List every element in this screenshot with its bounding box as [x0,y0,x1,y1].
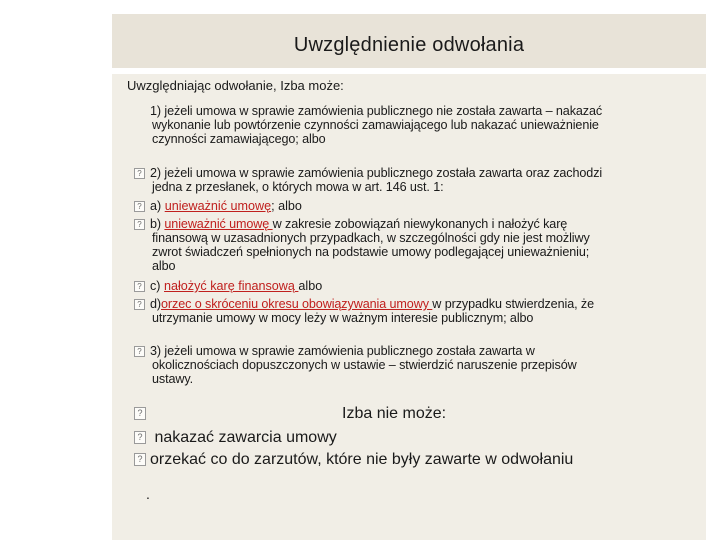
item-b-prefix: b) [150,217,165,231]
intro-text: Uwzględniając odwołanie, Izba może: [127,78,344,93]
item-c-prefix: c) [150,279,164,293]
item-d-prefix: d) [150,297,161,311]
item-c-suffix: albo [298,279,323,293]
point-2-line: 2) jeżeli umowa w sprawie zamówienia publicznego została zawarta oraz zachodzi [150,166,603,180]
cannot-heading: Izba nie może: [342,405,447,422]
item-b [150,217,590,273]
point-2 [150,166,602,194]
bullet-icon: ? [134,168,145,179]
item-b-line: zwrot świadczeń spełnionych na podstawie umowy podlegającej unieważnieniu; [152,245,590,259]
point-1 [150,104,602,146]
bullet-icon: ? [134,201,145,212]
point-3 [150,344,577,386]
point-1-line: wykonanie lub powtórzenie czynności zamawiającego lub nakazać unieważnienie [152,118,599,132]
bullet-icon: ? [134,453,146,466]
item-c [150,279,322,293]
item-a-prefix: a) [150,199,165,213]
point-2-line: jedna z przesłanek, o których mowa w art. 146 ust. 1: [152,180,444,194]
item-b-highlight: unieważnić umowę [164,217,273,231]
left-margin [0,0,112,540]
item-d-suffix: w przypadku stwierdzenia, że [432,297,594,311]
point-3-line: ustawy. [152,372,194,386]
item-a-highlight: unieważnić umowę [164,199,272,213]
item-b-line: finansową w uzasadnionych przypadkach, w szczególności gdy nie jest możliwy [152,231,590,245]
bullet-icon: ? [134,281,145,292]
point-1-line: czynności zamawiającego; albo [152,132,326,146]
item-a [150,199,302,213]
point-3-line: okolicznościach dopuszczonych w ustawie – stwierdzić naruszenie przepisów [152,358,577,372]
item-c-highlight: nałożyć karę finansową [164,279,299,293]
item-d [150,297,594,325]
page-title: Uwzględnienie odwołania [293,34,525,56]
bullet-icon: ? [134,346,145,357]
item-d-highlight: orzec o skróceniu okresu obowiązywania umowy [161,297,433,311]
point-1-line: 1) jeżeli umowa w sprawie zamówienia publicznego nie została zawarta – nakazać [150,104,603,118]
item-a-suffix: ; albo [271,199,302,213]
bullet-icon: ? [134,299,145,310]
item-d-line: utrzymanie umowy w mocy leży w ważnym interesie publicznym; albo [152,311,534,325]
cannot-item: orzekać co do zarzutów, które nie były zawarte w odwołaniu [150,451,574,468]
bullet-icon: ? [134,431,146,444]
item-b-suffix: w zakresie zobowiązań niewykonanych i nałożyć karę [272,217,568,231]
bullet-icon: ? [134,407,146,420]
item-b-line: albo [152,259,176,273]
cannot-item: nakazać zawarcia umowy [150,429,337,446]
bullet-icon: ? [134,219,145,230]
point-3-line: 3) jeżeli umowa w sprawie zamówienia publicznego została zawarta w [150,344,535,358]
trailing-dot: . [146,486,150,502]
